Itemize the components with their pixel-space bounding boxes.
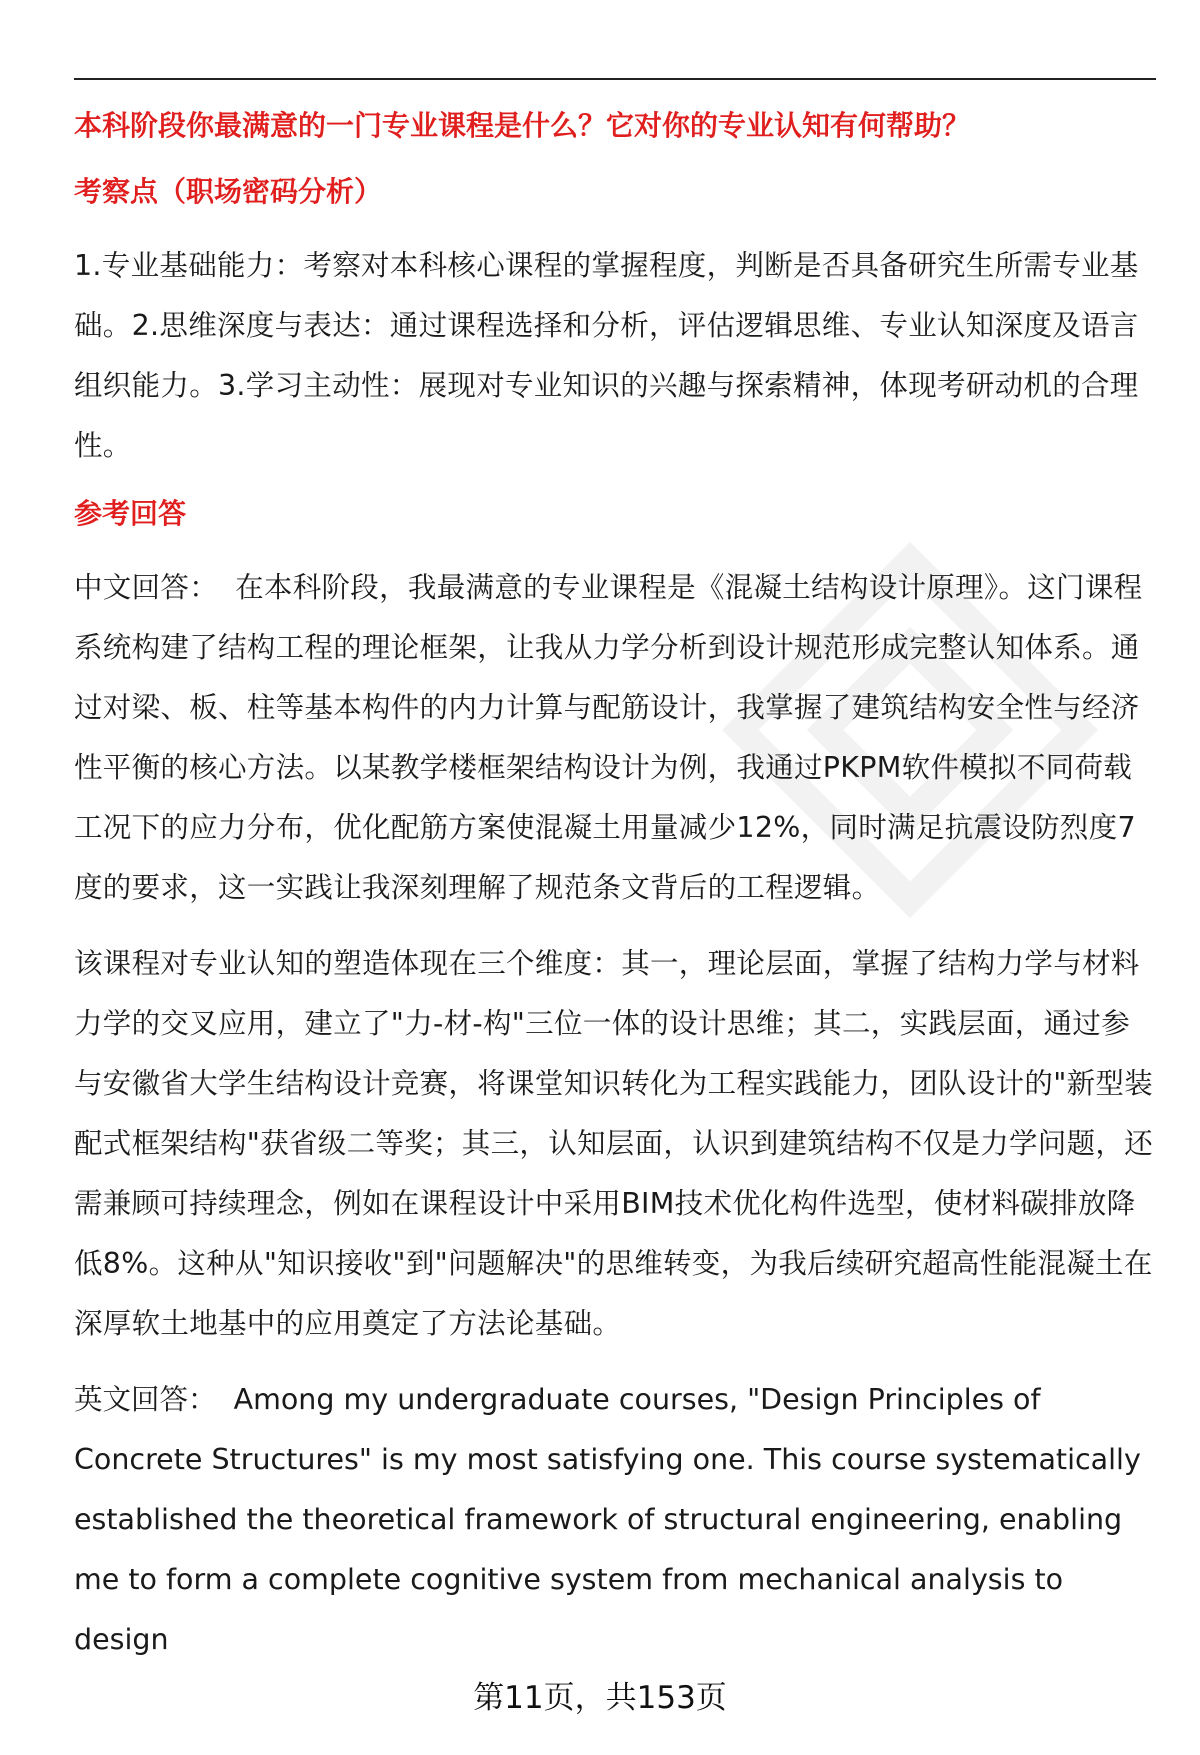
page-number: 第11页，共153页 (473, 1680, 727, 1716)
chinese-answer-paragraph-2: 该课程对专业认知的塑造体现在三个维度：其一，理论层面，掌握了结构力学与材料力学的交叉应用，建立了"力-材-构"三位一体的设计思维；其二，实践层面，通过参与安徽省大学生结构设计竞赛，将课堂知识转化为工程实践能力，团队设计的"新型装配式框架结构"获省级二等奖；其三，认知层面，认识到建筑结构不仅是力学问题，还需兼顾可持续理念，例如在课程设计中采用BIM技术优化构件选型，使材料碳排放降低8%。这种从"知识接收"到"问题解决"的思维转变，为我后续研究超高性能混凝土在深厚软土地基中的应用奠定了方法论基础。 (74, 947, 1154, 1340)
chinese-answer-text-1: 在本科阶段，我最满意的专业课程是《混凝土结构设计原理》。这门课程系统构建了结构工程的理论框架，让我从力学分析到设计规范形成完整认知体系。通过对梁、板、柱等基本构件的内力计算与配筋设计，我掌握了建筑结构安全性与经济性平衡的核心方法。以某教学楼框架结构设计为例，我通过PKPM软件模拟不同荷载工况下的应力分布，优化配筋方案使混凝土用量减少12%，同时满足抗震设防烈度7度的要求，这一实践让我深刻理解了规范条文背后的工程逻辑。 (74, 571, 1143, 904)
question-heading: 本科阶段你最满意的一门专业课程是什么？它对你的专业认知有何帮助？ (74, 109, 971, 142)
english-answer-paragraph (74, 1370, 1154, 1670)
answer-heading: 参考回答 (74, 497, 187, 530)
top-rule (74, 78, 1156, 80)
analysis-text: 1.专业基础能力：考察对本科核心课程的掌握程度，判断是否具备研究生所需专业基础。2.思维深度与表达：通过课程选择和分析，评估逻辑思维、专业认知深度及语言组织能力。3.学习主动性：展现对专业知识的兴趣与探索精神，体现考研动机的合理性。 (74, 249, 1139, 462)
english-answer-label: 英文回答： (74, 1383, 217, 1416)
english-answer-text: Among my undergraduate courses, "Design Principles of Concrete Structures" is my most satisfying one. This course systematically established the theoretical framework of structural engineering, enabling me to form a complete cognitive system from mechanical analysis to design (74, 1383, 1141, 1656)
page-content (74, 104, 1154, 1686)
chinese-answer-label: 中文回答： (74, 571, 219, 604)
chinese-answer-paragraph-1 (74, 558, 1154, 918)
analysis-heading: 考察点（职场密码分析） (74, 175, 383, 208)
